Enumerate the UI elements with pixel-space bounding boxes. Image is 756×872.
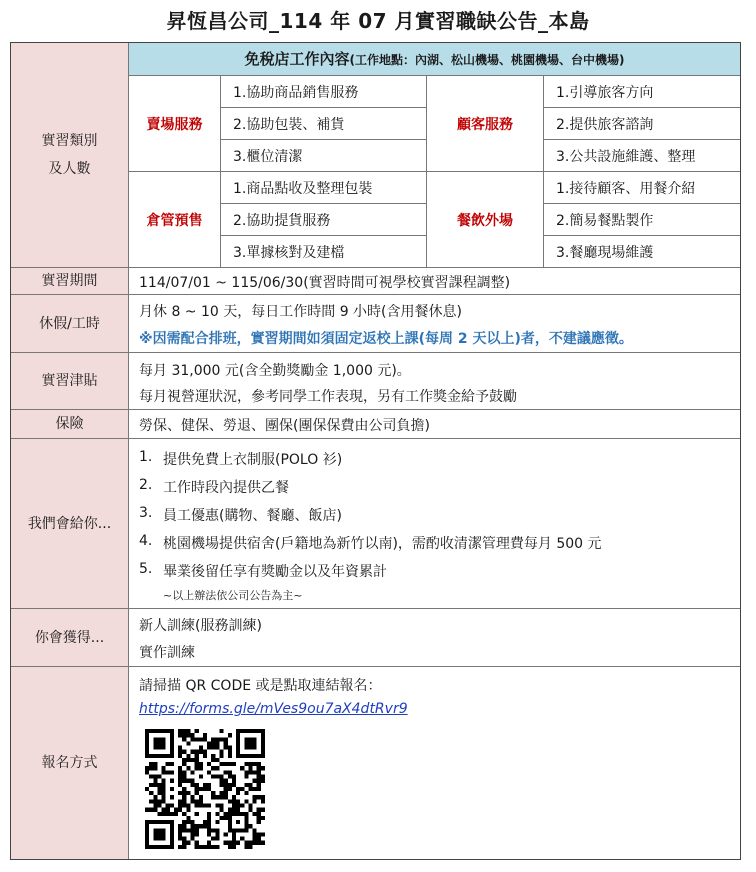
allowance-row (11, 353, 740, 410)
period-row (11, 268, 740, 295)
job-category-label-line2: 及人數 (48, 161, 91, 177)
allowance-value-area (129, 353, 740, 409)
apply-label: 報名方式 (11, 667, 129, 859)
insurance-row (11, 410, 740, 439)
header-title: 免稅店工作內容 (244, 50, 350, 68)
page-title: 昇恆昌公司_114 年 07 月實習職缺公告_本島 (166, 9, 590, 33)
benefit-number: 4. (139, 533, 153, 549)
apply-row (11, 667, 740, 859)
job-content-area (129, 43, 740, 267)
gain-item-2: 實作訓練 (139, 645, 195, 661)
customer-item-2: 2.提供旅客諮詢 (544, 108, 740, 140)
warehouse-item-3: 3.單據核對及建檔 (221, 236, 427, 268)
job-category-label-line1: 實習類別 (41, 133, 98, 149)
leave-schedule: 月休 8 ~ 10 天，每日工作時間 9 小時(含用餐休息) (139, 304, 462, 320)
category-warehouse: 倉管預售 (129, 172, 221, 268)
benefits-note: ~以上辦法依公司公告為主~ (163, 589, 303, 602)
leave-label: 休假/工時 (11, 295, 129, 352)
insurance-value-area (129, 410, 740, 438)
benefits-list (129, 439, 740, 608)
food-item-2: 2.簡易餐點製作 (544, 204, 740, 236)
insurance-value: 勞保、健保、勞退、團保(團保保費由公司負擔) (139, 418, 430, 434)
category-customer-service: 顧客服務 (427, 76, 544, 172)
apply-link-line (129, 701, 740, 717)
allowance-label: 實習津貼 (11, 353, 129, 409)
insurance-label: 保險 (11, 410, 129, 438)
category-sales: 賣場服務 (129, 76, 221, 172)
period-value: 114/07/01 ~ 115/06/30(實習時間可視學校實習課程調整) (139, 275, 511, 291)
benefit-text: 畢業後留任享有獎勵金以及年資累計 (163, 564, 387, 580)
benefits-row (11, 439, 740, 609)
category-food-service: 餐飲外場 (427, 172, 544, 268)
benefit-text: 員工優惠(購物、餐廳、飯店) (163, 508, 342, 524)
customer-item-3: 3.公共設施維護、整理 (544, 140, 740, 172)
leave-notice: ※因需配合排班，實習期間如須固定返校上課(每周 2 天以上)者，不建議應徵。 (139, 331, 633, 347)
job-posting-table (10, 42, 741, 860)
leave-value-area (129, 295, 740, 352)
allowance-amount: 每月 31,000 元(含全勤獎勵金 1,000 元)。 (139, 363, 411, 379)
job-content-header (129, 43, 740, 76)
benefits-label: 我們會給你... (11, 439, 129, 608)
gain-value-area (129, 609, 740, 666)
benefit-text: 工作時段內提供乙餐 (163, 480, 289, 496)
header-location: (工作地點：內湖、松山機場、桃園機場、台中機場) (349, 53, 625, 67)
benefit-number: 1. (139, 449, 153, 465)
period-label: 實習期間 (11, 268, 129, 294)
food-item-3: 3.餐廳現場維護 (556, 245, 654, 261)
benefit-text: 桃園機場提供宿舍(戶籍地為新竹以南)，需酌收清潔管理費每月 500 元 (163, 536, 602, 552)
benefit-text: 提供免費上衣制服(POLO 衫) (163, 452, 343, 468)
benefit-number: 2. (139, 477, 153, 493)
signup-link[interactable]: https://forms.gle/mVes9ou7aX4dtRvr9 (139, 701, 408, 717)
sales-item-3: 3.櫃位清潔 (221, 140, 427, 172)
job-category-label (11, 43, 129, 267)
benefit-number: 5. (139, 561, 153, 577)
job-content-row (11, 43, 740, 268)
leave-row (11, 295, 740, 353)
food-item-1: 1.接待顧客、用餐介紹 (544, 172, 740, 204)
qr-code-icon[interactable] (145, 729, 265, 849)
allowance-bonus: 每月視營運狀況，參考同學工作表現，另有工作獎金給予鼓勵 (139, 389, 517, 405)
apply-instruction: 請掃描 QR CODE 或是點取連結報名： (139, 678, 382, 694)
apply-value-area (129, 667, 740, 859)
sales-item-2: 2.協助包裝、補貨 (221, 108, 427, 140)
customer-item-1: 1.引導旅客方向 (544, 76, 740, 108)
benefit-number: 3. (139, 505, 153, 521)
period-value-area (129, 268, 740, 294)
warehouse-item-2: 2.協助提貨服務 (221, 204, 427, 236)
gain-item-1: 新人訓練(服務訓練) (139, 618, 262, 634)
gain-label: 你會獲得... (11, 609, 129, 666)
gain-row (11, 609, 740, 667)
sales-item-1: 1.協助商品銷售服務 (221, 76, 427, 108)
warehouse-item-1: 1.商品點收及整理包裝 (221, 172, 427, 204)
